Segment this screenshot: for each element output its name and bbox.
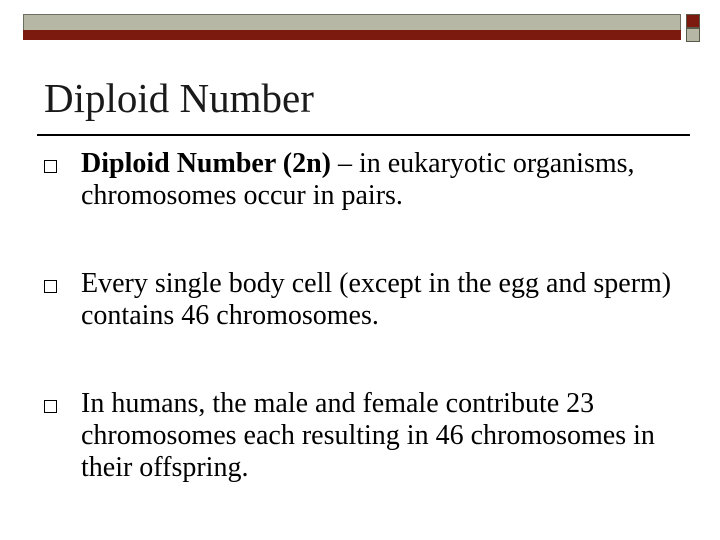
bullet-text	[81, 388, 681, 484]
slide-title: Diploid Number	[44, 75, 314, 121]
bullet-text	[81, 268, 681, 332]
header-accent-stripe	[23, 30, 681, 40]
square-bullet-icon	[44, 280, 57, 293]
title-divider	[37, 134, 690, 136]
bullet-term: Diploid Number (2n)	[81, 148, 331, 179]
square-bullet-icon	[44, 400, 57, 413]
corner-square-bottom	[686, 28, 700, 42]
bullet-body: in eukaryotic organisms, chromosomes occur in pairs.	[81, 148, 635, 211]
square-bullet-icon	[44, 160, 57, 173]
bullet-text	[81, 148, 681, 212]
bullet-body: Every single body cell (except in the egg and sperm) contains 46 chromosomes.	[81, 268, 672, 331]
bullet-body: In humans, the male and female contribute 23 chromosomes each resulting in 46 chromosomes in their offspring.	[81, 388, 655, 483]
corner-square-top	[686, 14, 700, 28]
bullet-separator: –	[330, 148, 359, 179]
